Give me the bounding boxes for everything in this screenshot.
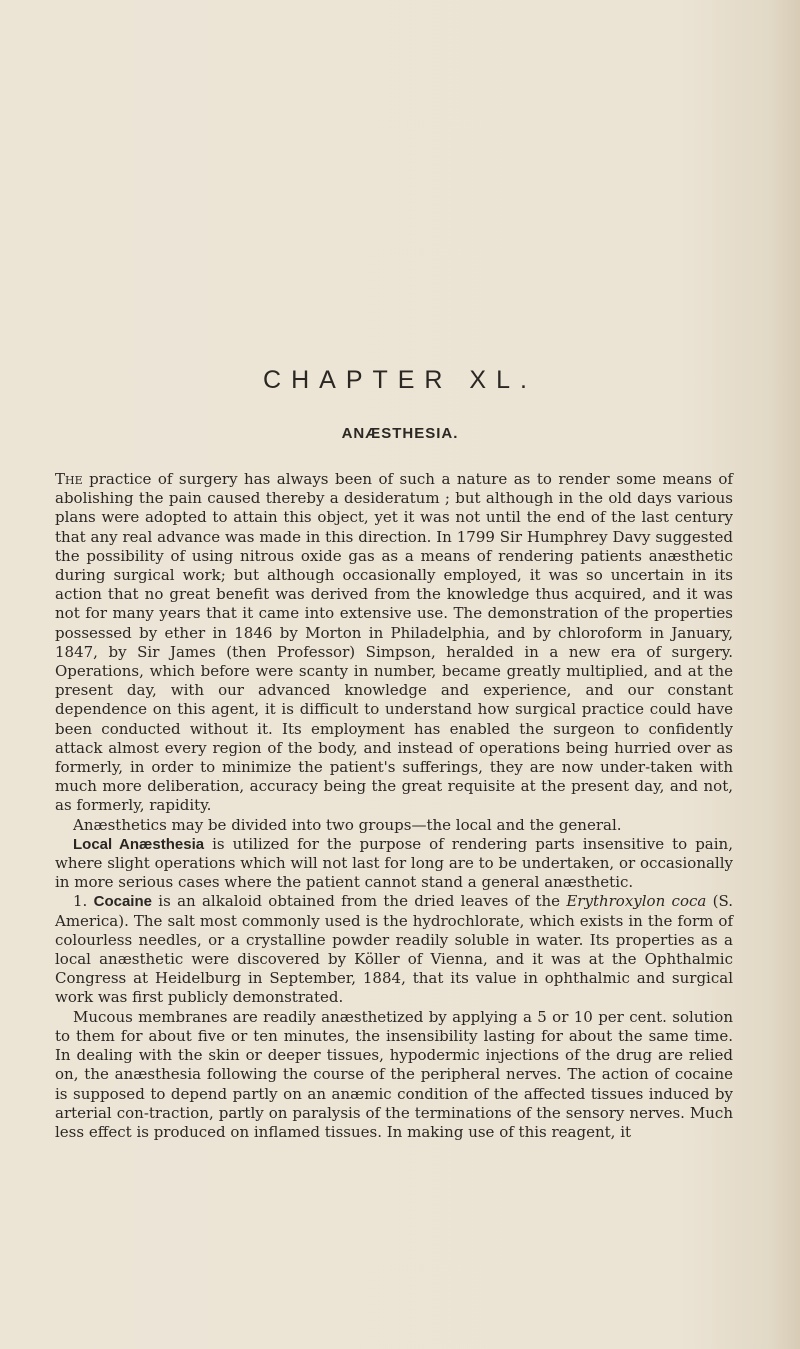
species-name: Erythroxylon coca — [566, 892, 707, 911]
paragraph-mucous-membranes-text: Mucous membranes are readily anæsthetized by applying a 5 or 10 per cent. solution to them for about five or ten minutes, the insensibility lasting for about the same time. In dealing with the skin or deeper tissues, hypodermic injections of the drug are relied on, the anæsthesia following the course of the peripheral nerves. The action of cocaine is supposed to depend partly on an anæmic condition of the affected tissues induced by arterial con-traction, partly on paralysis of the terminations of the sensory nerves. Much less effect is produced on inflamed tissues. In making use of this reagent, it — [55, 1007, 733, 1141]
chapter-title: CHAPTER XL. — [263, 366, 537, 394]
paragraph-intro-text: practice of surgery has always been of such a nature as to render some means of abolishing the pain caused thereby a desideratum ; but although in the old days various plans were adopted to attain this object, yet it was not until the end of the last century that any real advance was made in this direction. In 1799 Sir Humphrey Davy suggested the possibility of using nitrous oxide gas as a means of rendering patients anæsthetic during surgical work; but although occasionally employed, it was so uncertain in its action that no great benefit was derived from the knowledge thus acquired, and it was not for many years that it came into extensive use. The demonstration of the properties possessed by ether in 1846 by Morton in Philadelphia, and by chloroform in January, 1847, by Sir James (then Professor) Simpson, heralded in a new era of surgery. Operations, which before were scanty in number, became greatly multiplied, and at the present day, with our advanced knowledge and experience, and our constant dependence on this agent, it is difficult to understand how surgical practice could have been conducted without it. Its employment has enabled the surgeon to confidently attack almost every region of the body, and instead of operations being hurried over as formerly, in order to minimize the patient's sufferings, they are now under-taken with much more deliberation, accuracy being the great requisite at the present day, and not, as formerly, rapidity. — [55, 470, 733, 815]
term-local-anaesthesia: Local Anæsthesia — [73, 835, 205, 853]
paragraph-groups — [55, 816, 733, 835]
paragraph-cocaine-text-a: is an alkaloid obtained from the dried leaves of the — [151, 892, 567, 911]
paragraph-local-anaesthesia — [55, 835, 733, 893]
paragraph-lead-word: The — [55, 470, 83, 488]
paragraph-groups-text: Anæsthetics may be divided into two groups—the local and the general. — [73, 815, 622, 834]
body-text — [55, 470, 733, 1142]
section-title: ANÆSTHESIA. — [341, 425, 459, 442]
term-cocaine: Cocaine — [93, 893, 152, 911]
paragraph-cocaine-text-b: (S. America). The salt most commonly used is the hydrochlorate, which exists in the form of colourless needles, or a crystalline powder readily soluble in water. Its properties as a local anæsthetic were discovered by Köller of Vienna, and it was at the Ophthalmic Congress at Heidelburg in September, 1884, that its value in ophthalmic and surgical work was first publicly demonstrated. — [55, 892, 733, 1007]
paragraph-local-anaesthesia-text: is utilized for the purpose of rendering parts insensitive to pain, where slight operations which will not last for long are to be undertaken, or occasionally in more serious cases where the patient cannot stand a general anæsthetic. — [55, 834, 733, 892]
list-number: 1. — [73, 892, 88, 911]
paragraph-mucous-membranes — [55, 1008, 733, 1142]
paragraph-cocaine — [55, 892, 733, 1007]
paragraph-intro — [55, 470, 733, 816]
